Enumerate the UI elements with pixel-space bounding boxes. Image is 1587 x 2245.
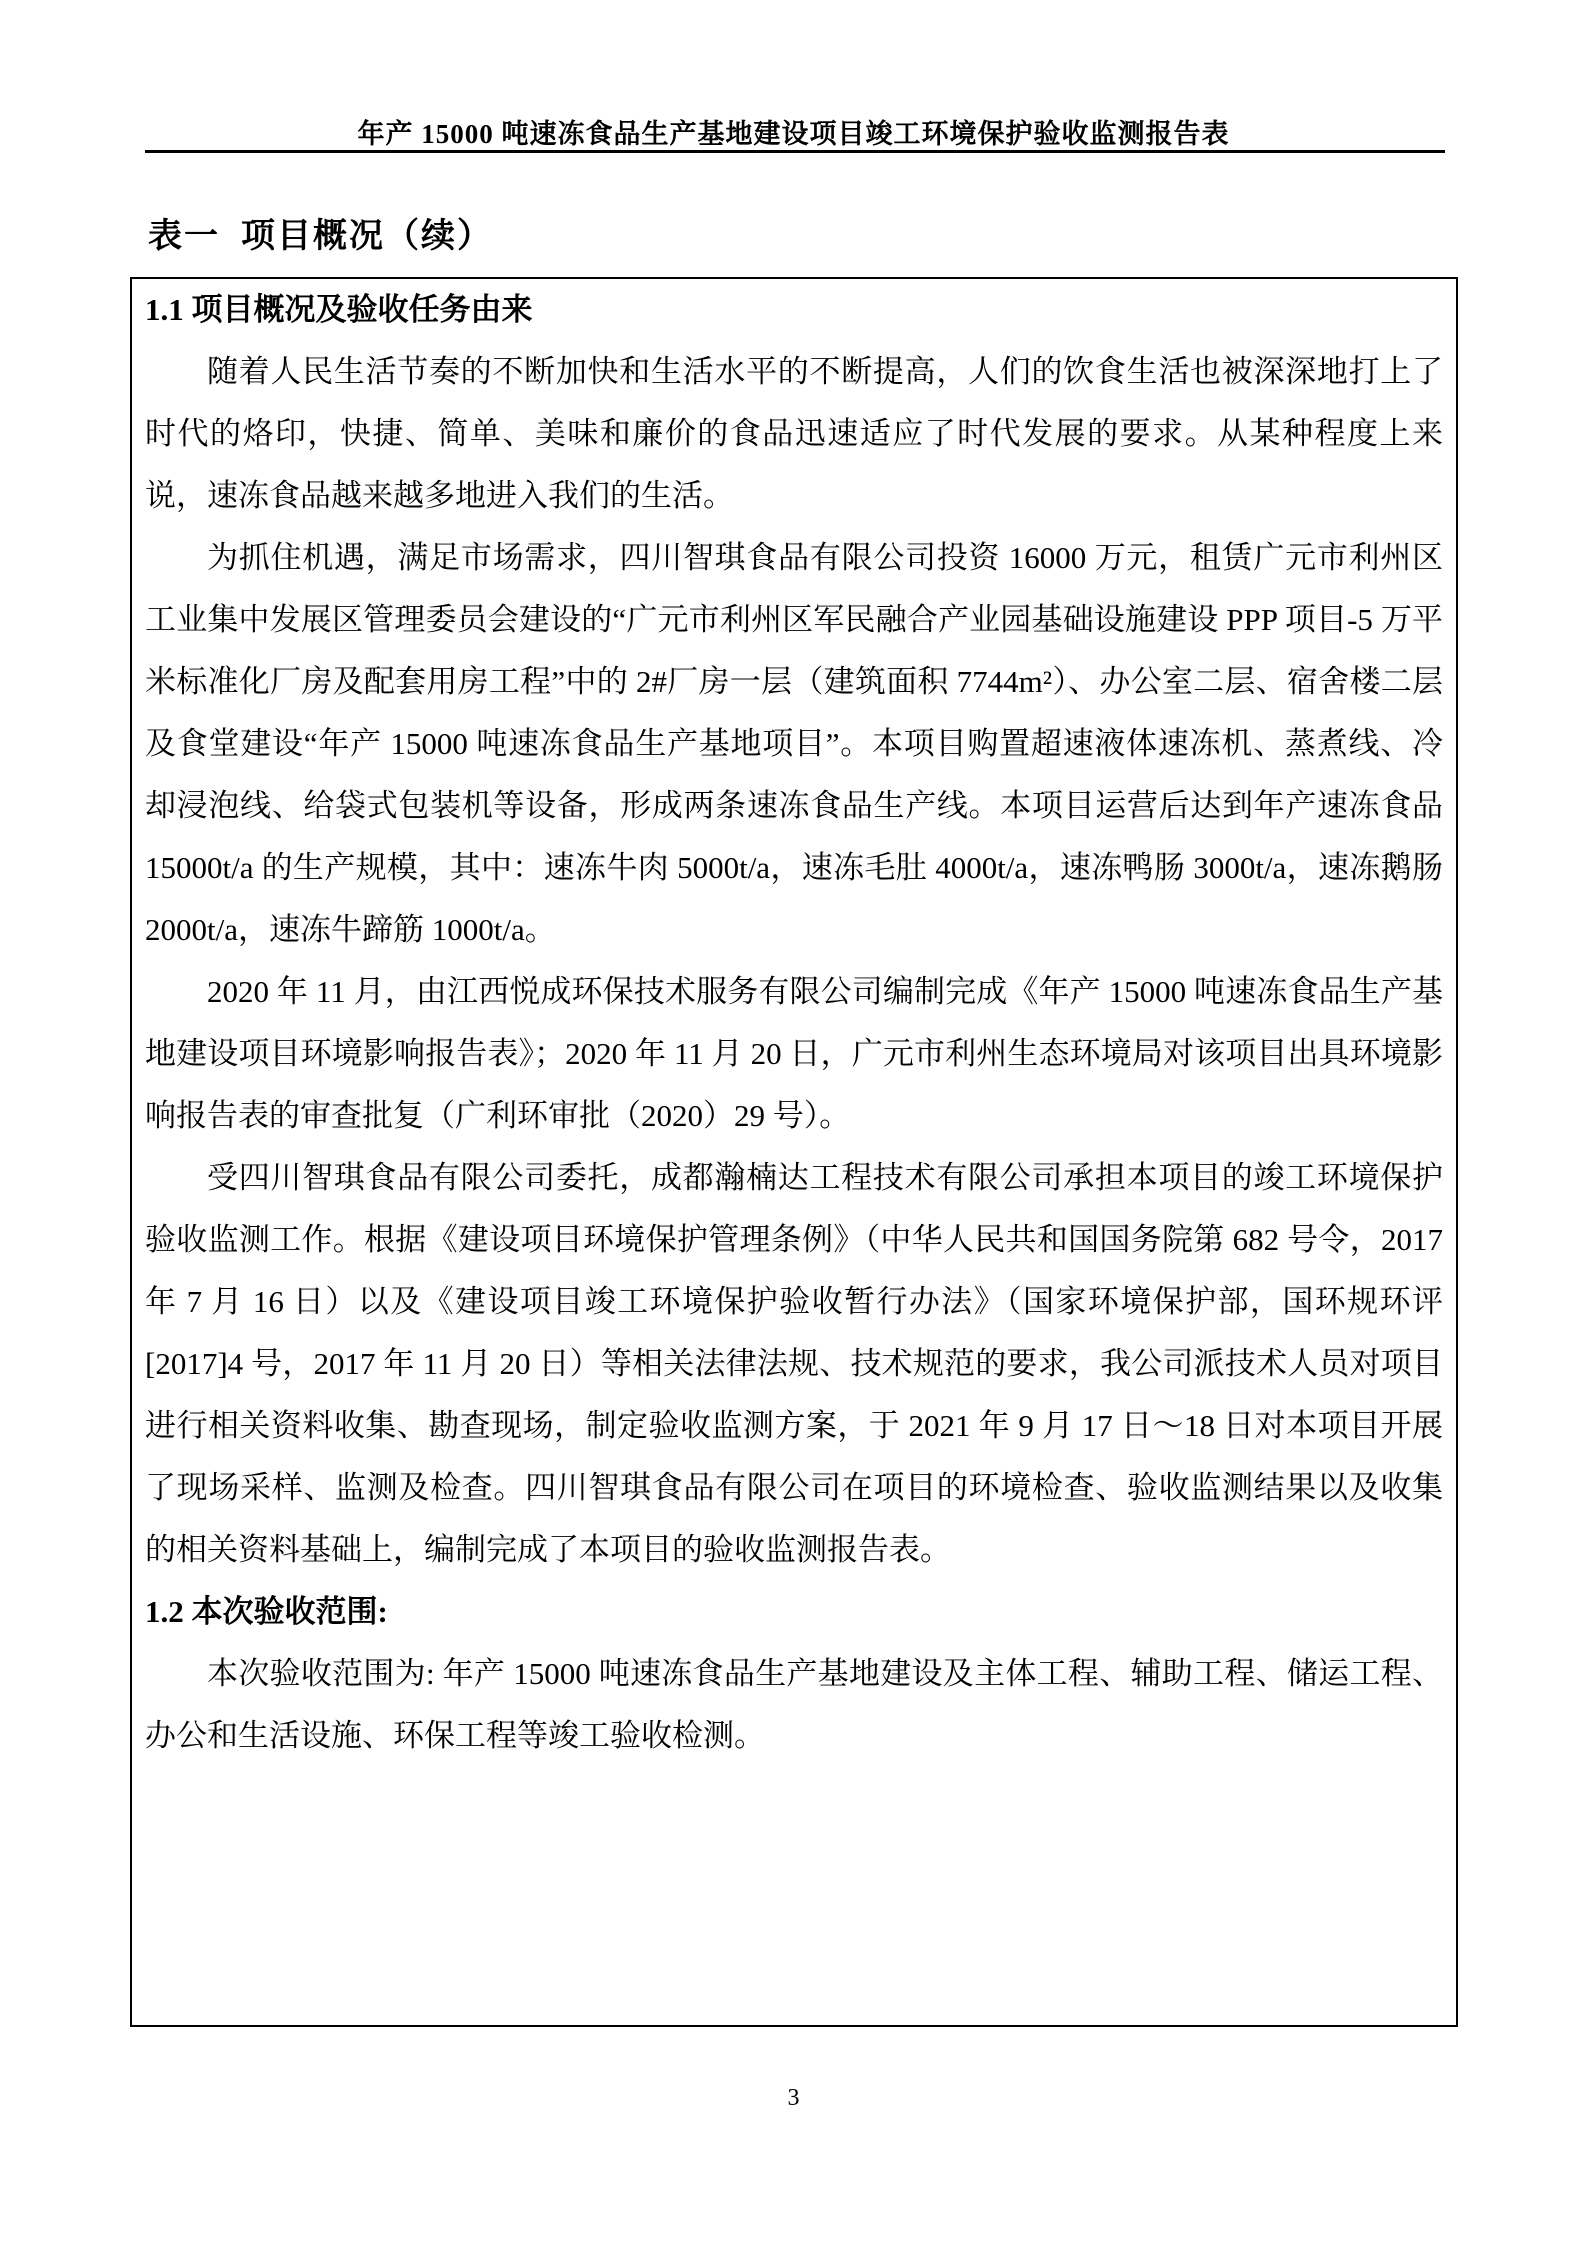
section-1-2-heading: 1.2 本次验收范围: <box>145 1594 388 1629</box>
page-number: 3 <box>787 2085 800 2111</box>
table-one-section-heading: 表一 项目概况（续） <box>148 218 493 255</box>
section-1-2-paragraph-1: 本次验收范围为: 年产 15000 吨速冻食品生产基地建设及主体工程、辅助工程、储运工程、办公和生活设施、环保工程等竣工验收检测。 <box>145 1656 1443 1753</box>
content-box <box>130 277 1458 2027</box>
header-rule <box>145 150 1445 153</box>
section-1-1-paragraph-3: 2020 年 11 月，由江西悦成环保技术服务有限公司编制完成《年产 15000 吨速冻食品生产基地建设项目环境影响报告表》；2020 年 11 月 20 日，广元市利州生态环境局对该项目出具环境影响报告表的审查批复（广利环审批（2020）29 号）。 <box>145 974 1443 1133</box>
section-1-1-heading: 1.1 项目概况及验收任务由来 <box>145 292 533 327</box>
section-1-1-paragraph-1: 随着人民生活节奏的不断加快和生活水平的不断提高，人们的饮食生活也被深深地打上了时代的烙印，快捷、简单、美味和廉价的食品迅速适应了时代发展的要求。从某种程度上来说，速冻食品越来越多地进入我们的生活。 <box>145 354 1443 513</box>
document-header-title: 年产 15000 吨速冻食品生产基地建设项目竣工环境保护验收监测报告表 <box>357 119 1230 149</box>
section-1-1-paragraph-4: 受四川智琪食品有限公司委托，成都瀚楠达工程技术有限公司承担本项目的竣工环境保护验收监测工作。根据《建设项目环境保护管理条例》（中华人民共和国国务院第 682 号令，2017 年 7 月 16 日）以及《建设项目竣工环境保护验收暂行办法》（国家环境保护部，国环规环评[2017]4 号，2017 年 11 月 20 日）等相关法律法规、技术规范的要求，我公司派技术人员对项目进行相关资料收集、勘查现场，制定验收监测方案，于 2021 年 9 月 17 日～18 日对本项目开展了现场采样、监测及检查。四川智琪食品有限公司在项目的环境检查、验收监测结果以及收集的相关资料基础上，编制完成了本项目的验收监测报告表。 <box>145 1160 1443 1567</box>
section-1-1-paragraph-2: 为抓住机遇，满足市场需求，四川智琪食品有限公司投资 16000 万元，租赁广元市利州区工业集中发展区管理委员会建设的“广元市利州区军民融合产业园基础设施建设 PPP 项目-5 万平米标准化厂房及配套用房工程”中的 2#厂房一层（建筑面积 7744m²）、办公室二层、宿舍楼二层及食堂建设“年产 15000 吨速冻食品生产基地项目”。本项目购置超速液体速冻机、蒸煮线、冷却浸泡线、给袋式包装机等设备，形成两条速冻食品生产线。本项目运营后达到年产速冻食品 15000t/a 的生产规模，其中：速冻牛肉 5000t/a，速冻毛肚 4000t/a，速冻鸭肠 3000t/a，速冻鹅肠 2000t/a，速冻牛蹄筋 1000t/a。 <box>145 540 1443 947</box>
